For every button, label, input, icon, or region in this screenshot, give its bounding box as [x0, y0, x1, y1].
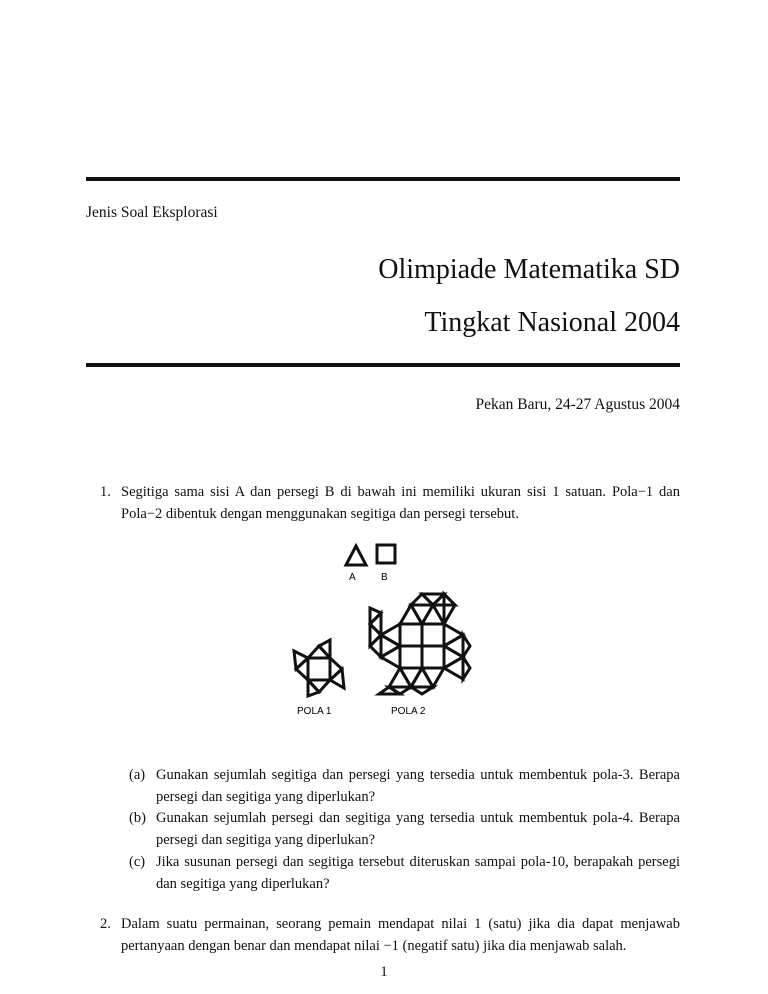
label-b: B: [381, 572, 388, 583]
problem-1-part-a: [129, 764, 680, 808]
part-text: Gunakan sejumlah persegi dan segitiga yang tersedia untuk membentuk pola-4. Berapa persegi dan segitiga yang diperlukan?: [156, 810, 680, 848]
part-label: (b): [129, 810, 146, 826]
problem-2: [100, 913, 680, 957]
part-label: (a): [129, 767, 146, 783]
place-date: Pekan Baru, 24-27 Agustus 2004: [475, 396, 680, 413]
problem-number: 2.: [100, 916, 111, 932]
pola-1-pattern: [294, 640, 344, 696]
title-line-2: Tingkat Nasional 2004: [424, 307, 680, 338]
square-b-shape: [377, 545, 395, 563]
title-line-1: Olimpiade Matematika SD: [378, 254, 680, 285]
pola-2-pattern: [370, 594, 470, 694]
problem-1-part-b: [129, 807, 680, 851]
label-pola-2: POLA 2: [391, 706, 426, 717]
problem-category: Jenis Soal Eksplorasi: [86, 204, 218, 221]
problem-text: Dalam suatu permainan, seorang pemain mendapat nilai 1 (satu) jika dia dapat menjawab pertanyaan dengan benar dan mendapat nilai −1 (negatif satu) jika dia menjawab salah.: [121, 916, 680, 954]
problem-1-part-c: [129, 851, 680, 895]
problem-number: 1.: [100, 484, 111, 500]
part-text: Gunakan sejumlah segitiga dan persegi yang tersedia untuk membentuk pola-3. Berapa persegi dan segitiga yang diperlukan?: [156, 767, 680, 805]
label-pola-1: POLA 1: [297, 706, 332, 717]
label-a: A: [349, 572, 356, 583]
problem-text: Segitiga sama sisi A dan persegi B di bawah ini memiliki ukuran sisi 1 satuan. Pola−1 dan Pola−2 dibentuk dengan menggunakan segitiga dan persegi tersebut.: [121, 484, 680, 522]
page-number: 1: [380, 964, 388, 980]
triangle-a-shape: [346, 546, 366, 565]
part-text: Jika susunan persegi dan segitiga tersebut diteruskan sampai pola-10, berapakah persegi dan segitiga yang diperlukan?: [156, 854, 680, 892]
part-label: (c): [129, 854, 146, 870]
